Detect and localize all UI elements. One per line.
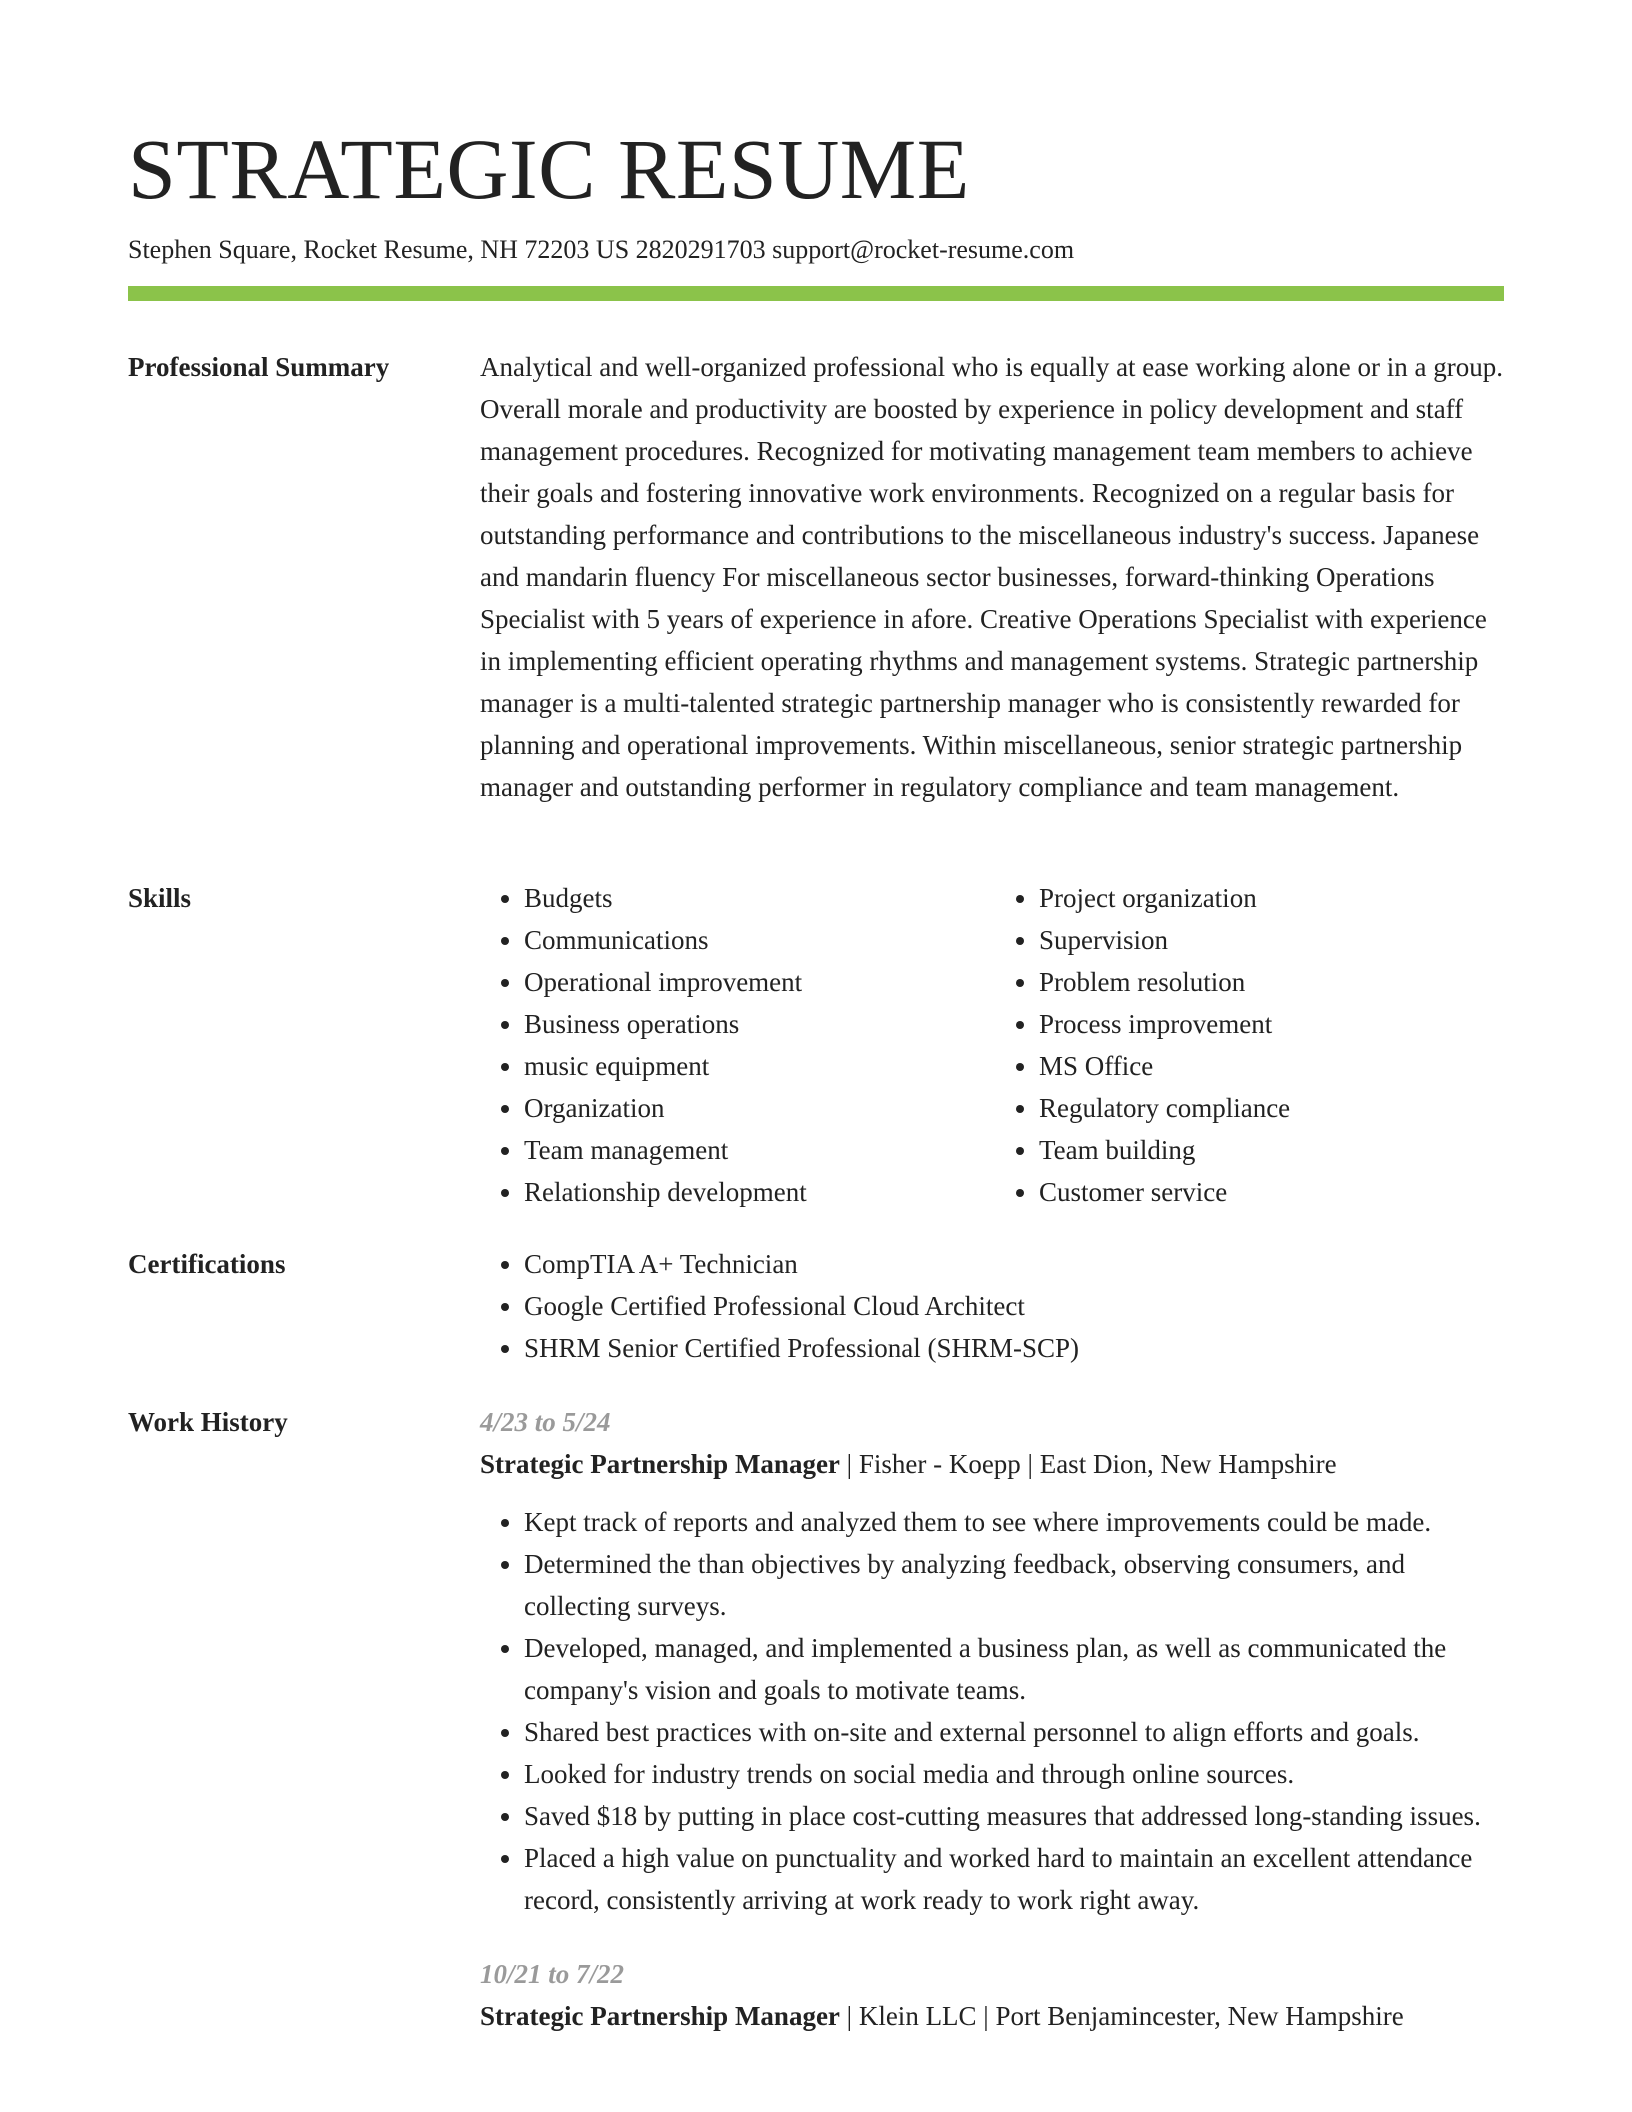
certification-item: • SHRM Senior Certified Professional (SHRM-SCP) (524, 1327, 1510, 1369)
skill-item: • Regulatory compliance (1039, 1087, 1510, 1129)
contact-line: Stephen Square, Rocket Resume, NH 72203 US 2820291703 support@rocket-resume.com (128, 235, 1075, 264)
job-role-line (480, 1995, 1510, 2037)
job-bullet: • Looked for industry trends on social media and through online sources. (524, 1753, 1510, 1795)
job-dates: 4/23 to 5/24 (480, 1407, 611, 1437)
skill-item: • Team management (524, 1129, 995, 1171)
job-bullet: • Shared best practices with on-site and external personnel to align efforts and goals. (524, 1711, 1510, 1753)
header-divider (128, 286, 1504, 301)
skill-item: • Problem resolution (1039, 961, 1510, 1003)
skill-item: • Process improvement (1039, 1003, 1510, 1045)
skill-item: • Operational improvement (524, 961, 995, 1003)
certification-item: • Google Certified Professional Cloud Architect (524, 1285, 1510, 1327)
skills-list-right (995, 877, 1510, 1213)
job-title: Strategic Partnership Manager (480, 2001, 840, 2031)
skill-item: • Budgets (524, 877, 995, 919)
summary-content (480, 346, 1510, 808)
skills-label: Skills (128, 883, 192, 913)
job-bullet: • Saved $18 by putting in place cost-cutting measures that addressed long-standing issues. (524, 1795, 1510, 1837)
skill-item: • Supervision (1039, 919, 1510, 961)
skill-item: • Business operations (524, 1003, 995, 1045)
job-bullet: • Kept track of reports and analyzed them to see where improvements could be made. (524, 1501, 1510, 1543)
job-employer-location: | Klein LLC | Port Benjamincester, New Hampshire (839, 2001, 1404, 2031)
summary-text: Analytical and well-organized professional who is equally at ease working alone or in a group. Overall morale and productivity are boosted by experience in policy development and staff management procedures. Recognized for motivating management team members to achieve their goals and fostering innovative work environments. Recognized on a regular basis for outstanding performance and contributions to the miscellaneous industry's success. Japanese and mandarin fluency For miscellaneous sector businesses, forward-thinking Operations Specialist with 5 years of experience in afore. Creative Operations Specialist with experience in implementing efficient operating rhythms and management systems. Strategic partnership manager is a multi-talented strategic partnership manager who is consistently rewarded for planning and operational improvements. Within miscellaneous, senior strategic partnership manager and outstanding performer in regulatory compliance and team management. (480, 352, 1503, 802)
job-entry (480, 1401, 1510, 1921)
skill-item: • Organization (524, 1087, 995, 1129)
job-bullets (480, 1501, 1510, 1921)
skill-item: • Team building (1039, 1129, 1510, 1171)
job-employer-location: | Fisher - Koepp | East Dion, New Hampshire (839, 1449, 1337, 1479)
skill-item: • Communications (524, 919, 995, 961)
certifications-label: Certifications (128, 1249, 286, 1279)
work-history-label: Work History (128, 1407, 288, 1437)
summary-label: Professional Summary (128, 352, 390, 382)
work-history-content (480, 1401, 1510, 2037)
skill-item: • Customer service (1039, 1171, 1510, 1213)
job-bullet: • Placed a high value on punctuality and worked hard to maintain an excellent attendance record, consistently arriving at work ready to work right away. (524, 1837, 1510, 1921)
skill-item: • Relationship development (524, 1171, 995, 1213)
job-bullet: • Determined the than objectives by analyzing feedback, observing consumers, and collecting surveys. (524, 1543, 1510, 1627)
job-dates: 10/21 to 7/22 (480, 1959, 625, 1989)
certifications-content (480, 1243, 1510, 1369)
skills-list-left (480, 877, 995, 1213)
job-role-line (480, 1443, 1510, 1485)
skill-item: • Project organization (1039, 877, 1510, 919)
certification-item: • CompTIA A+ Technician (524, 1243, 1510, 1285)
job-entry (480, 1953, 1510, 2037)
skill-item: • MS Office (1039, 1045, 1510, 1087)
certifications-list (480, 1243, 1510, 1369)
resume-name: STRATEGIC RESUME (128, 121, 970, 217)
job-bullet: • Developed, managed, and implemented a business plan, as well as communicated the company's vision and goals to motivate teams. (524, 1627, 1510, 1711)
skill-item: • music equipment (524, 1045, 995, 1087)
job-title: Strategic Partnership Manager (480, 1449, 840, 1479)
skills-content (480, 877, 1510, 1213)
